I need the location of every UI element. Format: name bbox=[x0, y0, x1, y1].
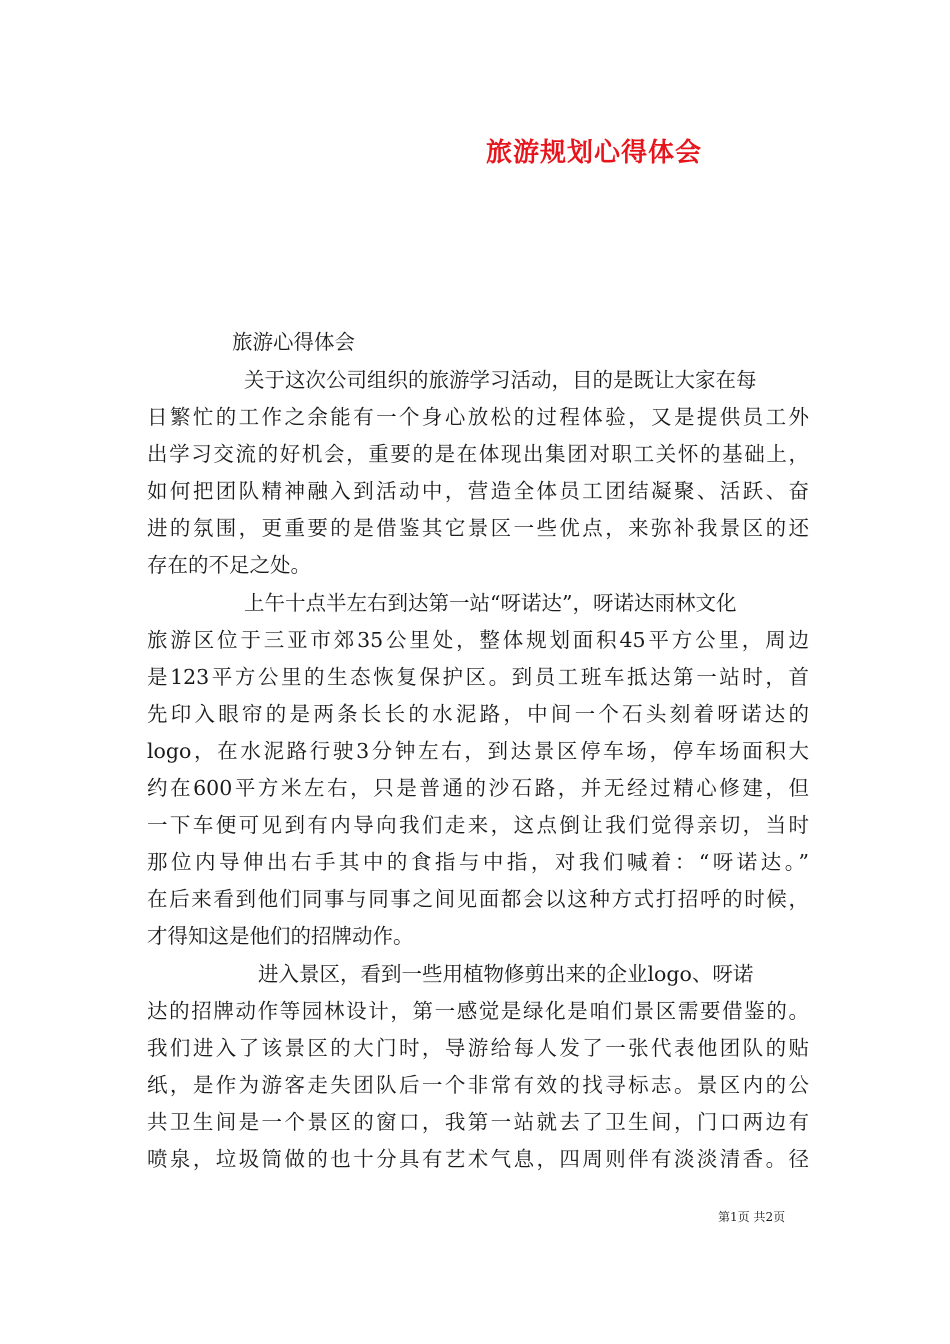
paragraph-line: 是123平方公里的生态恢复保护区。到员工班车抵达第一站时，首 bbox=[147, 665, 809, 689]
paragraph-line: 先印入眼帘的是两条长长的水泥路，中间一个石头刻着呀诺达的 bbox=[147, 702, 809, 726]
paragraph-line: 如何把团队精神融入到活动中，营造全体员工团结凝聚、活跃、奋 bbox=[147, 479, 809, 503]
paragraph-line: 进的氛围，更重要的是借鉴其它景区一些优点，来弥补我景区的还 bbox=[147, 516, 809, 540]
paragraph-line: 上午十点半左右到达第一站“呀诺达”，呀诺达雨林文化 bbox=[244, 591, 737, 615]
page-title: 旅游规划心得体会 bbox=[486, 138, 703, 168]
paragraph-line: 出学习交流的好机会，重要的是在体现出集团对职工关怀的基础上， bbox=[147, 442, 809, 466]
paragraph-line: 喷泉，垃圾筒做的也十分具有艺术气息，四周则伴有淡淡清香。径 bbox=[147, 1147, 809, 1171]
paragraph-line: 纸，是作为游客走失团队后一个非常有效的找寻标志。景区内的公 bbox=[147, 1073, 809, 1097]
paragraph-line: 共卫生间是一个景区的窗口，我第一站就去了卫生间，门口两边有 bbox=[147, 1110, 809, 1134]
paragraph-line: 那位内导伸出右手其中的食指与中指，对我们喊着：“呀诺达。” bbox=[147, 850, 809, 874]
paragraph-line: 我们进入了该景区的大门时，导游给每人发了一张代表他团队的贴 bbox=[147, 1036, 809, 1060]
section-subtitle: 旅游心得体会 bbox=[232, 330, 355, 354]
paragraph-line: 存在的不足之处。 bbox=[147, 553, 311, 577]
paragraph-line: 关于这次公司组织的旅游学习活动，目的是既让大家在每 bbox=[244, 368, 757, 392]
paragraph-line: 在后来看到他们同事与同事之间见面都会以这种方式打招呼的时候， bbox=[147, 887, 809, 911]
paragraph-line: 一下车便可见到有内导向我们走来，这点倒让我们觉得亲切，当时 bbox=[147, 813, 809, 837]
page-number: 第1页 共2页 bbox=[718, 1210, 786, 1224]
paragraph-line: logo，在水泥路行驶3分钟左右，到达景区停车场，停车场面积大 bbox=[147, 739, 809, 763]
paragraph-line: 旅游区位于三亚市郊35公里处，整体规划面积45平方公里，周边 bbox=[147, 628, 809, 652]
paragraph-line: 约在600平方米左右，只是普通的沙石路，并无经过精心修建，但 bbox=[147, 776, 809, 800]
paragraph-line: 达的招牌动作等园林设计，第一感觉是绿化是咱们景区需要借鉴的。 bbox=[147, 999, 809, 1023]
paragraph-line: 日繁忙的工作之余能有一个身心放松的过程体验，又是提供员工外 bbox=[147, 405, 809, 429]
paragraph-line: 进入景区，看到一些用植物修剪出来的企业logo、呀诺 bbox=[258, 962, 754, 986]
paragraph-line: 才得知这是他们的招牌动作。 bbox=[147, 924, 414, 948]
